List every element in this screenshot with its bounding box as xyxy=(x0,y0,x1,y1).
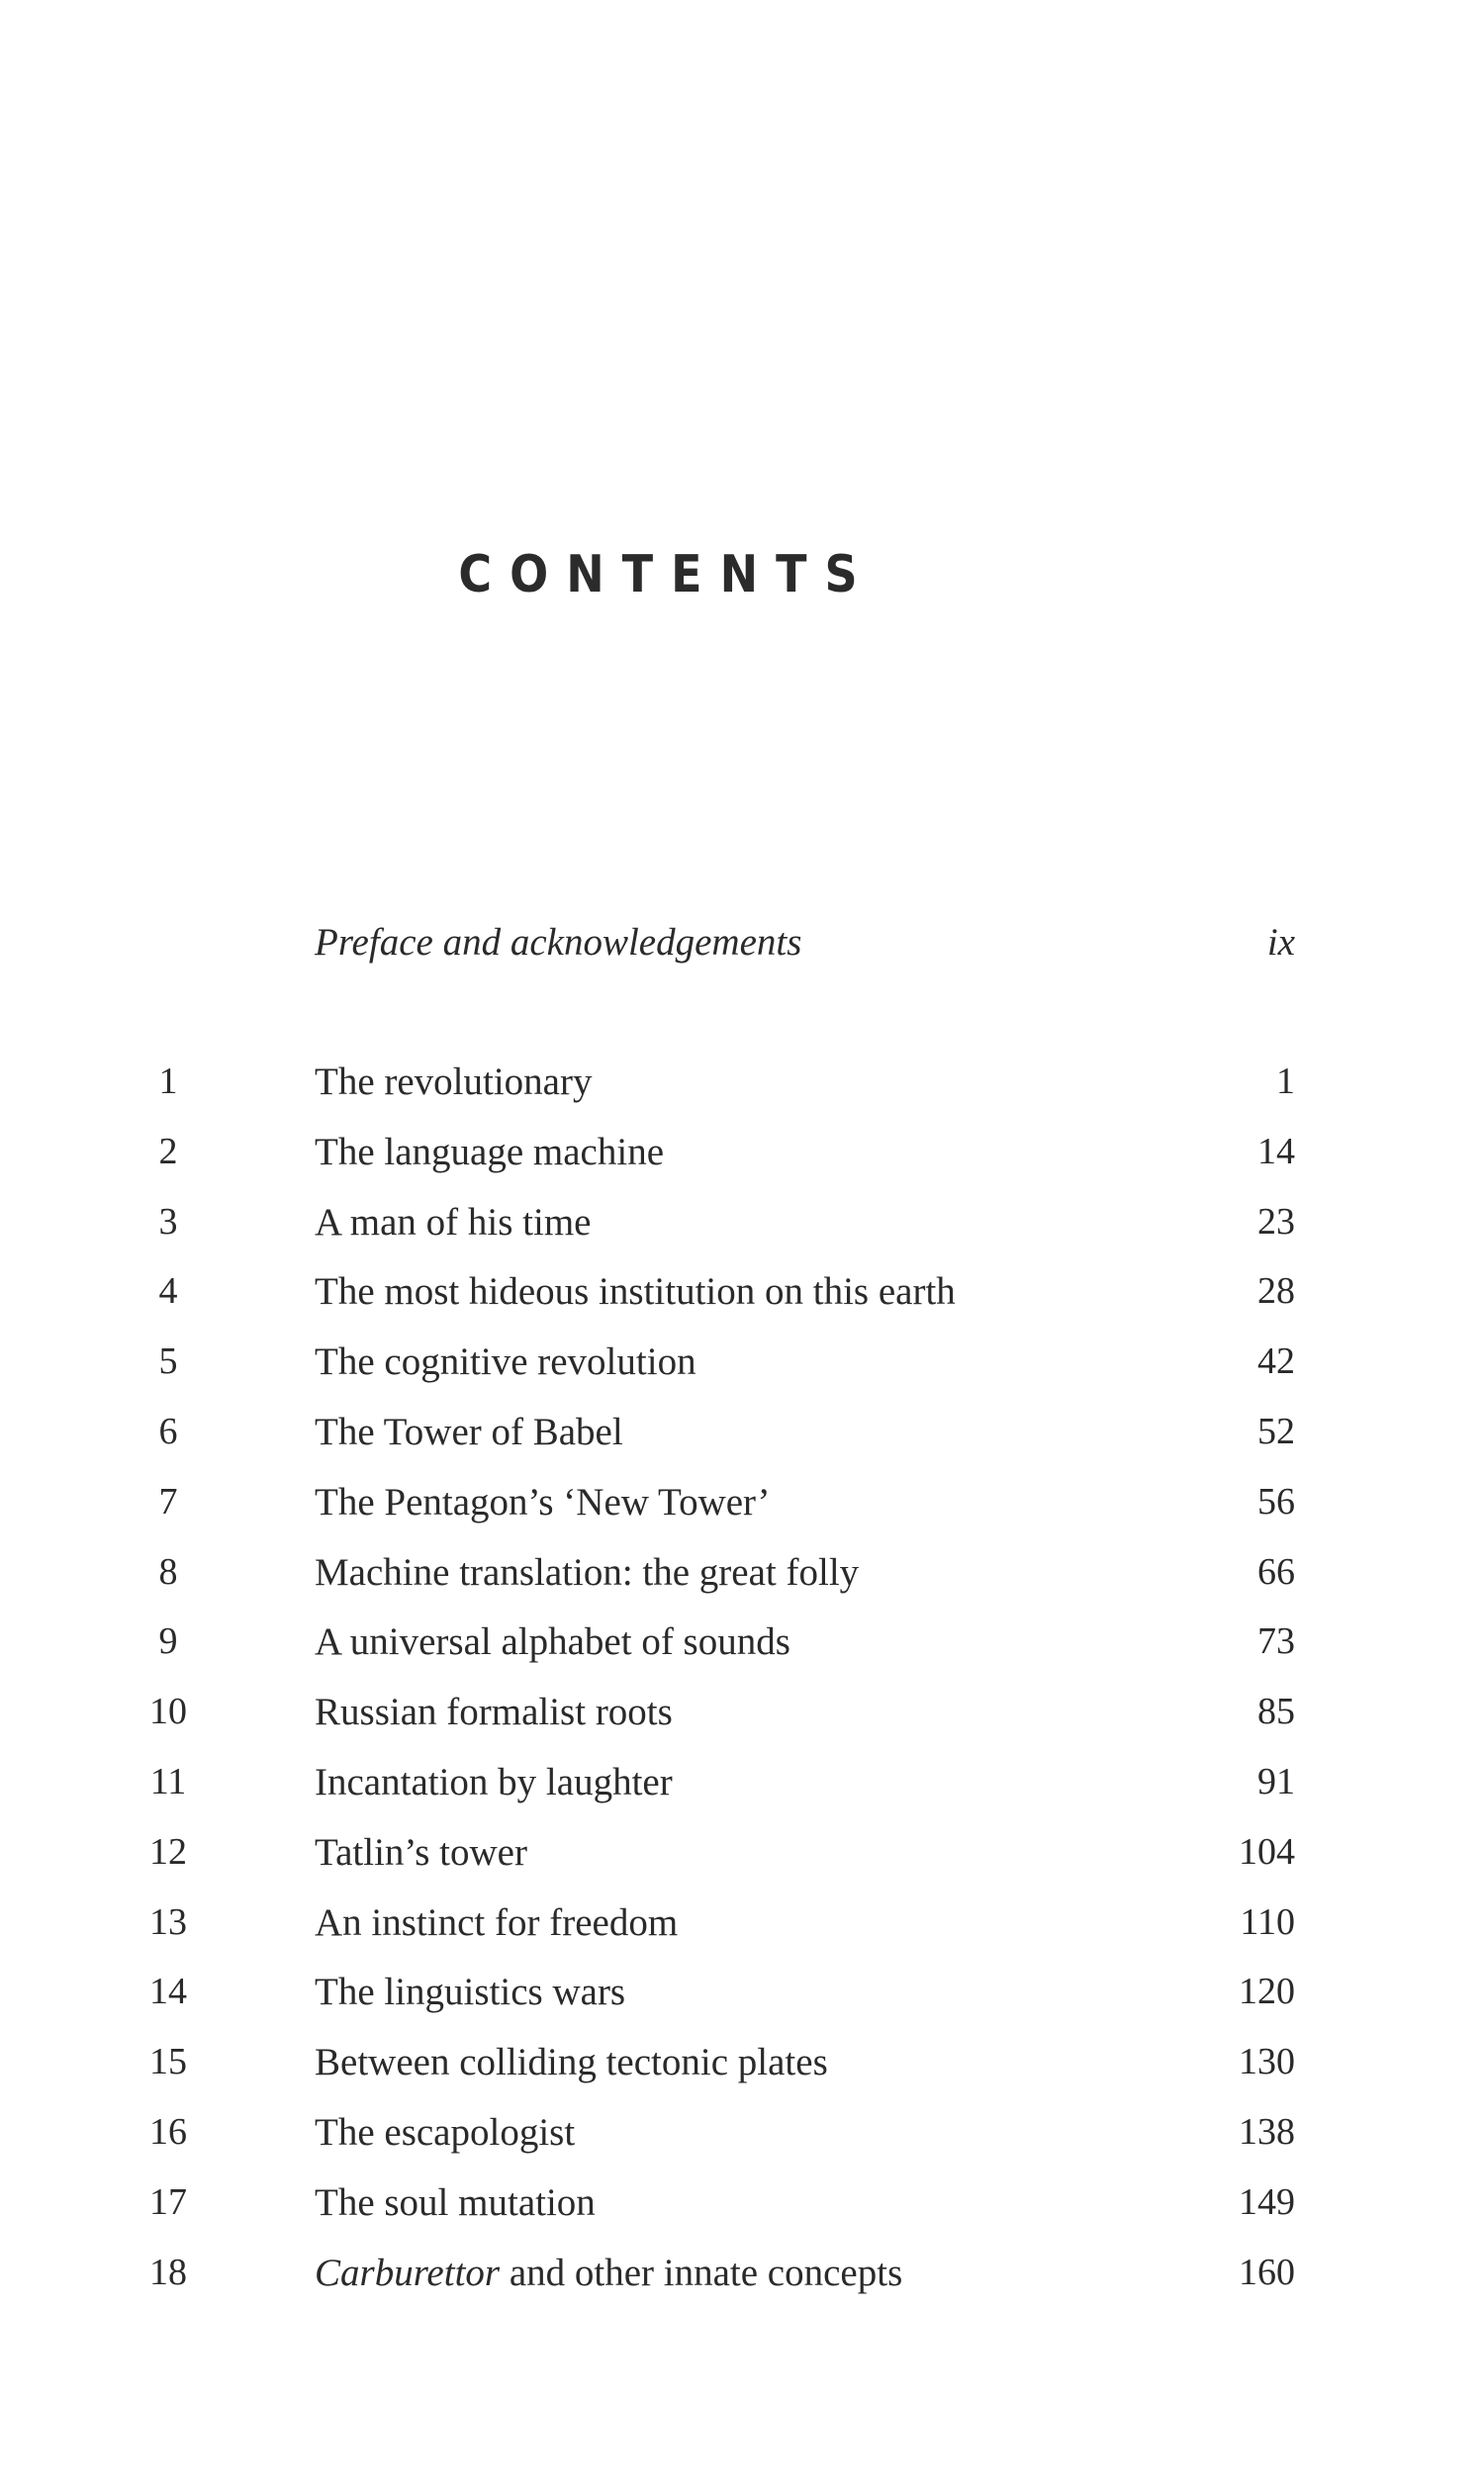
preface-page-number: ix xyxy=(1266,921,1295,964)
chapter-title: The escapologist xyxy=(315,2110,576,2154)
chapter-number: 7 xyxy=(158,1480,178,1523)
chapter-page: 1 xyxy=(1276,1061,1295,1102)
toc-row-17 xyxy=(0,2180,1484,2251)
chapter-page: 73 xyxy=(1257,1620,1295,1663)
chapter-number: 10 xyxy=(149,1691,187,1733)
chapter-title: The revolutionary xyxy=(315,1061,593,1103)
chapter-number: 14 xyxy=(149,1971,187,2013)
chapter-title: The Tower of Babel xyxy=(315,1410,623,1453)
chapter-page: 14 xyxy=(1257,1130,1295,1172)
chapter-title: The Pentagon’s ‘New Tower’ xyxy=(315,1480,771,1523)
toc-row-16 xyxy=(0,2110,1484,2180)
chapter-number: 18 xyxy=(149,2251,187,2293)
chapter-title: The language machine xyxy=(315,1130,664,1173)
chapter-page: 66 xyxy=(1257,1550,1295,1593)
chapter-number: 17 xyxy=(149,2180,187,2223)
chapter-title: The most hideous institution on this earth xyxy=(315,1270,956,1314)
contents-heading: CONTENTS xyxy=(458,543,876,604)
chapter-number: 5 xyxy=(158,1340,178,1383)
toc-row-1 xyxy=(0,1060,1484,1130)
chapter-number: 2 xyxy=(158,1130,178,1172)
chapter-page: 28 xyxy=(1257,1270,1295,1313)
chapter-page: 120 xyxy=(1239,1971,1295,2013)
chapter-title: Incantation by laughter xyxy=(315,1760,673,1803)
chapter-page: 42 xyxy=(1257,1340,1295,1383)
chapter-title-italic: Carburettor xyxy=(315,2251,501,2294)
toc-row-9 xyxy=(0,1619,1484,1690)
toc-row-8 xyxy=(0,1550,1484,1620)
toc-row-4 xyxy=(0,1269,1484,1339)
chapter-page: 160 xyxy=(1239,2251,1295,2293)
chapter-page: 149 xyxy=(1239,2180,1295,2223)
chapter-number: 4 xyxy=(158,1270,178,1313)
chapter-page: 138 xyxy=(1239,2110,1295,2153)
toc-row-12 xyxy=(0,1830,1484,1900)
chapter-page: 110 xyxy=(1240,1900,1295,1943)
toc-row-2 xyxy=(0,1130,1484,1200)
chapter-number: 9 xyxy=(158,1620,178,1663)
chapter-page: 130 xyxy=(1239,2041,1295,2083)
chapter-title: A universal alphabet of sounds xyxy=(315,1620,790,1664)
toc-row-6 xyxy=(0,1410,1484,1480)
chapter-number: 15 xyxy=(149,2041,187,2083)
chapter-number: 1 xyxy=(158,1061,178,1102)
chapter-title: Russian formalist roots xyxy=(315,1691,673,1734)
chapter-number: 3 xyxy=(158,1200,178,1243)
toc-row-11 xyxy=(0,1760,1484,1830)
chapter-page: 52 xyxy=(1257,1410,1295,1452)
chapter-title: The linguistics wars xyxy=(315,1971,626,2014)
toc-row-13 xyxy=(0,1900,1484,1971)
toc-row-5 xyxy=(0,1339,1484,1410)
toc-row-3 xyxy=(0,1200,1484,1270)
chapter-page: 91 xyxy=(1257,1760,1295,1802)
chapter-number: 13 xyxy=(149,1900,187,1943)
chapter-title: The soul mutation xyxy=(315,2180,596,2224)
chapter-page: 85 xyxy=(1257,1691,1295,1733)
preface-title: Preface and acknowledgements xyxy=(315,921,802,964)
chapter-page: 56 xyxy=(1257,1480,1295,1523)
chapter-number: 6 xyxy=(158,1410,178,1452)
chapter-title: Between colliding tectonic plates xyxy=(315,2041,828,2084)
toc-row-10 xyxy=(0,1690,1484,1760)
chapter-number: 12 xyxy=(149,1830,187,1873)
chapter-number: 8 xyxy=(158,1550,178,1593)
toc-row-14 xyxy=(0,1970,1484,2040)
chapter-title: Machine translation: the great folly xyxy=(315,1550,860,1594)
chapter-title: The cognitive revolution xyxy=(315,1340,696,1384)
chapter-number: 16 xyxy=(149,2110,187,2153)
chapter-title: An instinct for freedom xyxy=(315,1900,679,1944)
chapter-title-rest: and other innate concepts xyxy=(500,2251,903,2294)
chapter-title: Tatlin’s tower xyxy=(315,1830,527,1874)
chapter-title xyxy=(315,2251,902,2295)
chapter-number: 11 xyxy=(149,1760,187,1802)
toc-row-18 xyxy=(0,2251,1484,2321)
chapter-title: A man of his time xyxy=(315,1200,592,1244)
preface-row xyxy=(0,920,1484,979)
table-of-contents xyxy=(0,1060,1484,2320)
toc-row-7 xyxy=(0,1480,1484,1550)
toc-row-15 xyxy=(0,2040,1484,2110)
chapter-page: 23 xyxy=(1257,1200,1295,1243)
chapter-page: 104 xyxy=(1239,1830,1295,1873)
